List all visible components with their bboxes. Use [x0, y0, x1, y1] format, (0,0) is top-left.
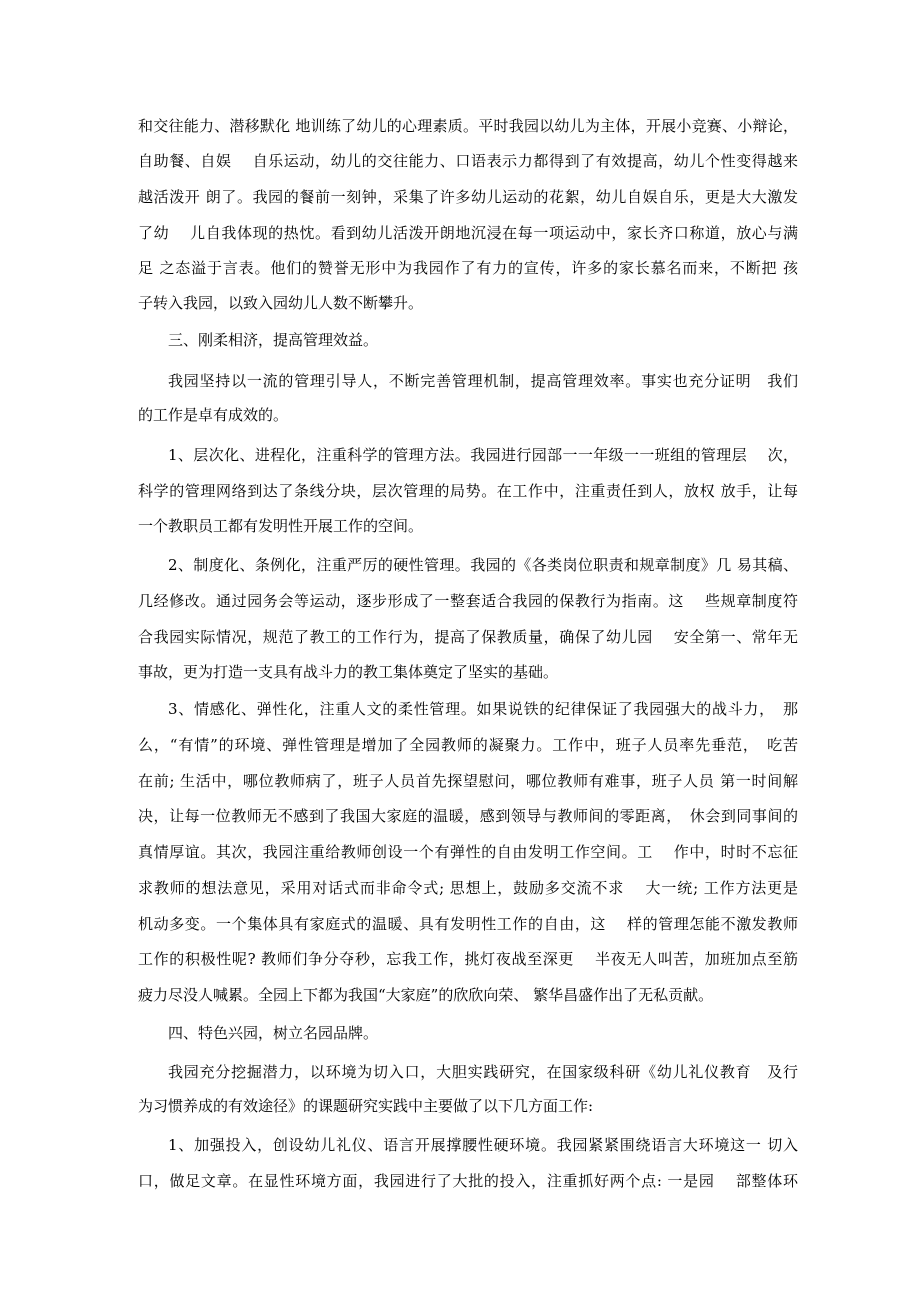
text-line: 决，让每一位教师无不感到了我国大家庭的温暖，感到领导与教师间的零距离， 休会到同事间的 — [138, 807, 798, 825]
text-line: 足 之态溢于言表。他们的赞誉无形中为我园作了有力的宣传，许多的家长慕名而来，不断把 孩 — [138, 259, 798, 277]
paragraph-first-line: 我园坚持以一流的管理引导人，不断完善管理机制，提高管理效率。事实也充分证明 我们 — [168, 372, 798, 390]
paragraph-first-line: 我园充分挖掘潜力，以环境为切入口，大胆实践研究，在国家级科研《幼儿礼仪教育 及行 — [168, 1063, 798, 1081]
text-line: 越活泼开 朗了。我园的餐前一刻钟，采集了许多幼儿运动的花絮，幼儿自娱自乐，更是大大激发 — [138, 188, 798, 206]
text-line: 子转入我园，以致入园幼儿人数不断攀升。 — [138, 294, 424, 312]
text-line: 真情厚谊。其次，我园注重给教师创设一个有弹性的自由发明工作空间。工 作中，时时不忘征 — [138, 843, 798, 861]
paragraph-first-line: 2、制度化、条例化，注重严厉的硬性管理。我园的《各类岗位职责和规章制度》几 易其稿、 — [168, 556, 798, 574]
text-line: 口，做足文章。在显性环境方面，我园进行了大批的投入，注重抓好两个点: 一是园 部整体环 — [138, 1172, 798, 1190]
text-line: 事故，更为打造一支具有战斗力的教工集体奠定了坚实的基础。 — [138, 663, 559, 681]
text-line: 合我园实际情况，规范了教工的工作行为，提高了保教质量，确保了幼儿园 安全第一、常年无 — [138, 628, 798, 646]
paragraph-first-line: 3、情感化、弹性化，注重人文的柔性管理。如果说铁的纪律保证了我园强大的战斗力， 那 — [168, 700, 798, 718]
text-line: 求教师的想法意见，采用对话式而非命令式; 思想上，鼓励多交流不求 大一统; 工作方法更是 — [138, 879, 798, 897]
text-line: 工作的积极性呢? 教师们争分夺秒，忘我工作，挑灯夜战至深更 半夜无人叫苦，加班加点至筋 — [138, 950, 798, 968]
text-line: 和交往能力、潜移默化 地训练了幼儿的心理素质。平时我园以幼儿为主体，开展小竞赛、小辩论， — [138, 117, 798, 135]
paragraph-first-line: 1、层次化、进程化，注重科学的管理方法。我园进行园部一一年级一一班组的管理层 次， — [168, 446, 798, 464]
paragraph-first-line: 1、加强投入，创设幼儿礼仪、语言开展撑腰性硬环境。我园紧紧围绕语言大环境这一 切入 — [168, 1136, 798, 1154]
text-line: 科学的管理网络到达了条线分块，层次管理的局势。在工作中，注重责任到人，放权 放手，让每 — [138, 482, 798, 500]
text-line: 么，“有情”的环境、弹性管理是增加了全园教师的凝聚力。工作中，班子人员率先垂范， 吃苦 — [138, 736, 798, 754]
text-line: 机动多变。一个集体具有家庭式的温暖、具有发明性工作的自由，这 样的管理怎能不激发教师 — [138, 915, 798, 933]
text-line: 几经修改。通过园务会等运动，逐步形成了一整套适合我园的保教行为指南。这 些规章制度符 — [138, 592, 798, 610]
text-line: 了幼 儿自我体现的热忱。看到幼儿活泼开朗地沉浸在每一项运动中，家长齐口称道，放心与满 — [138, 224, 798, 242]
section-heading: 四、特色兴园，树立名园品牌。 — [168, 1024, 379, 1042]
text-line: 的工作是卓有成效的。 — [138, 406, 289, 424]
text-line: 为习惯养成的有效途径》的课题研究实践中主要做了以下几方面工作: — [138, 1097, 594, 1115]
section-heading: 三、刚柔相济，提高管理效益。 — [168, 331, 379, 349]
text-line: 疲力尽没人喊累。全园上下都为我国“大家庭”的欣欣向荣、 繁华昌盛作出了无私贡献。 — [138, 986, 714, 1004]
text-line: 在前; 生活中，哪位教师病了，班子人员首先探望慰问，哪位教师有难事，班子人员 第一时间解 — [138, 772, 798, 790]
text-line: 自助餐、自娱 自乐运动，幼儿的交往能力、口语表示力都得到了有效提高，幼儿个性变得越来 — [138, 152, 798, 170]
text-line: 一个教职员工都有发明性开展工作的空间。 — [138, 517, 424, 535]
